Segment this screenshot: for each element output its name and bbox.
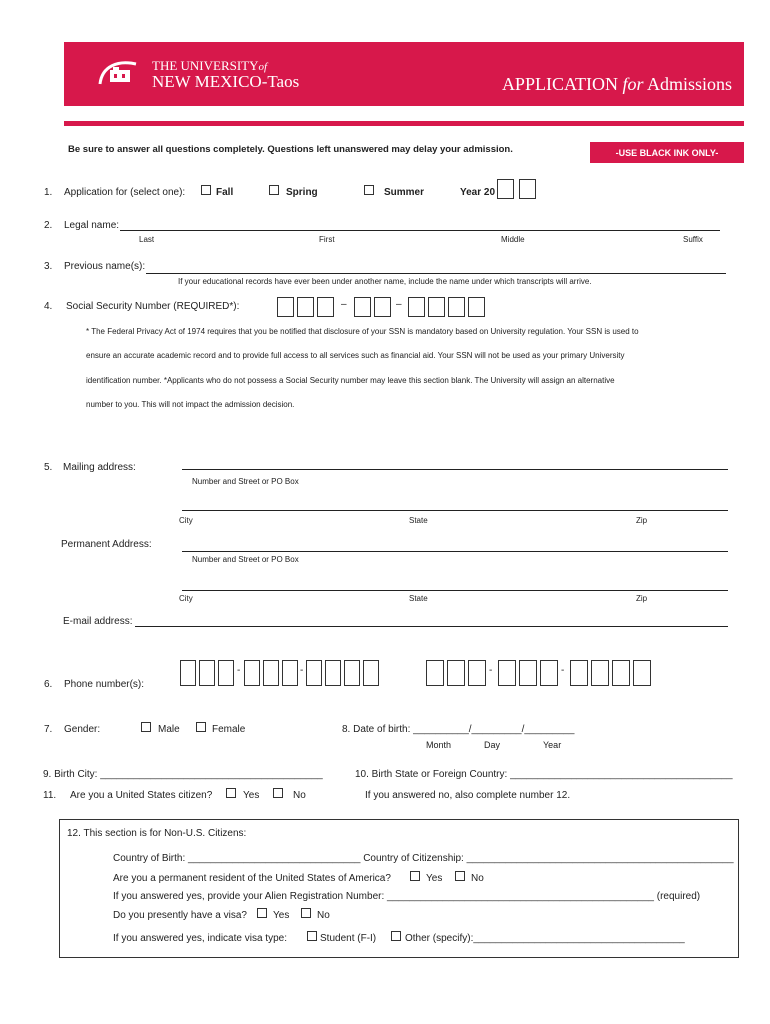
phone-digit-box[interactable] bbox=[263, 660, 279, 686]
visa-no-label: No bbox=[317, 910, 330, 921]
mailing-street-caption: Number and Street or PO Box bbox=[192, 477, 299, 486]
date-of-birth-field[interactable]: 8. Date of birth: __________/_________/_________ bbox=[342, 724, 575, 735]
birth-city-field[interactable]: 9. Birth City: ________________________________________ bbox=[43, 769, 323, 780]
student-visa-checkbox[interactable] bbox=[307, 931, 317, 941]
summer-label: Summer bbox=[384, 187, 425, 198]
resident-yes-label: Yes bbox=[426, 873, 443, 884]
q5-label: Mailing address: bbox=[63, 462, 136, 473]
university-of: of bbox=[258, 61, 268, 73]
email-label: E-mail address: bbox=[63, 616, 133, 627]
ssn-digit-box[interactable] bbox=[408, 297, 425, 317]
phone-digit-box[interactable] bbox=[344, 660, 360, 686]
q3-label: Previous name(s): bbox=[64, 261, 146, 272]
other-visa-field[interactable]: Other (specify):______________________________________ bbox=[405, 933, 685, 944]
resident-no-label: No bbox=[471, 873, 484, 884]
ssn-digit-box[interactable] bbox=[468, 297, 485, 317]
university-name bbox=[152, 59, 299, 92]
ssn-digit-box[interactable] bbox=[374, 297, 391, 317]
visa-yes-label: Yes bbox=[273, 910, 290, 921]
privacy-text-line: ensure an accurate academic record and to provide full access to all services such as financial aid. Your SSN will not be used as your primary University bbox=[86, 351, 625, 360]
title-application: APPLICATION bbox=[501, 74, 623, 94]
mailing-zip-caption: Zip bbox=[636, 516, 648, 525]
year-digit-box[interactable] bbox=[497, 179, 514, 199]
instructions-text: Be sure to answer all questions completely. Questions left unanswered may delay your admission. bbox=[68, 144, 513, 155]
q7-number: 7. bbox=[44, 724, 53, 735]
university-line2: NEW MEXICO-Taos bbox=[152, 72, 300, 91]
q11-label: Are you a United States citizen? bbox=[70, 790, 213, 801]
title-admissions: Admissions bbox=[643, 74, 732, 94]
male-label: Male bbox=[158, 724, 180, 735]
university-logo-icon bbox=[96, 56, 140, 90]
header-banner bbox=[64, 42, 744, 106]
permanent-city-caption: City bbox=[179, 594, 193, 603]
summer-checkbox[interactable] bbox=[364, 185, 374, 195]
phone-dash: - bbox=[237, 665, 241, 676]
mailing-street-line[interactable] bbox=[182, 469, 728, 470]
permanent-resident-question: Are you a permanent resident of the United States of America? bbox=[113, 873, 391, 884]
privacy-text-line: number to you. This will not impact the admission decision. bbox=[86, 400, 295, 409]
ssn-digit-box[interactable] bbox=[354, 297, 371, 317]
permanent-street-line[interactable] bbox=[182, 551, 728, 552]
phone-number-2 bbox=[426, 660, 654, 686]
page-title bbox=[502, 74, 732, 95]
ssn-digit-box[interactable] bbox=[428, 297, 445, 317]
q1-label: Application for (select one): bbox=[64, 187, 186, 198]
q3-number: 3. bbox=[44, 261, 53, 272]
alien-registration-field[interactable]: If you answered yes, provide your Alien Registration Number: ________________________________________________ (required) bbox=[113, 891, 701, 902]
phone-digit-box[interactable] bbox=[633, 660, 651, 686]
q1-number: 1. bbox=[44, 187, 53, 198]
visa-question: Do you presently have a visa? bbox=[113, 910, 247, 921]
permanent-street-caption: Number and Street or PO Box bbox=[192, 555, 299, 564]
university-line1: THE UNIVERSITY bbox=[152, 58, 259, 73]
ssn-digit-box[interactable] bbox=[297, 297, 314, 317]
spring-label: Spring bbox=[286, 187, 318, 198]
phone-dash: - bbox=[489, 665, 493, 676]
citizen-yes-checkbox[interactable] bbox=[226, 788, 236, 798]
legal-name-line[interactable] bbox=[120, 230, 720, 231]
other-visa-checkbox[interactable] bbox=[391, 931, 401, 941]
birth-state-field[interactable]: 10. Birth State or Foreign Country: ________________________________________ bbox=[355, 769, 733, 780]
permanent-state-caption: State bbox=[409, 594, 428, 603]
phone-digit-box[interactable] bbox=[447, 660, 465, 686]
q6-number: 6. bbox=[44, 679, 53, 690]
phone-digit-box[interactable] bbox=[612, 660, 630, 686]
phone-digit-box[interactable] bbox=[218, 660, 234, 686]
phone-digit-box[interactable] bbox=[282, 660, 298, 686]
fall-checkbox[interactable] bbox=[201, 185, 211, 195]
ssn-dash: – bbox=[396, 299, 402, 310]
phone-dash: - bbox=[300, 665, 304, 676]
q12-title: 12. This section is for Non-U.S. Citizens: bbox=[67, 828, 247, 839]
permanent-city-line[interactable] bbox=[182, 590, 728, 591]
citizen-no-label: No bbox=[293, 790, 306, 801]
citizen-note: If you answered no, also complete number 12. bbox=[365, 790, 571, 801]
phone-digit-box[interactable] bbox=[468, 660, 486, 686]
phone-digit-box[interactable] bbox=[426, 660, 444, 686]
spring-checkbox[interactable] bbox=[269, 185, 279, 195]
day-caption: Day bbox=[484, 740, 501, 750]
phone-digit-box[interactable] bbox=[591, 660, 609, 686]
permanent-address-label: Permanent Address: bbox=[61, 539, 152, 550]
phone-digit-box[interactable] bbox=[519, 660, 537, 686]
phone-digit-box[interactable] bbox=[325, 660, 341, 686]
visa-no-checkbox[interactable] bbox=[301, 908, 311, 918]
email-line[interactable] bbox=[135, 626, 728, 627]
phone-digit-box[interactable] bbox=[540, 660, 558, 686]
q7-label: Gender: bbox=[64, 724, 101, 735]
phone-digit-box[interactable] bbox=[570, 660, 588, 686]
citizen-no-checkbox[interactable] bbox=[273, 788, 283, 798]
q5-number: 5. bbox=[44, 462, 53, 473]
month-caption: Month bbox=[426, 740, 452, 750]
last-name-caption: Last bbox=[139, 235, 155, 244]
black-ink-badge: -USE BLACK INK ONLY- bbox=[590, 142, 744, 163]
first-name-caption: First bbox=[319, 235, 335, 244]
country-birth-citizenship-field[interactable]: Country of Birth: _______________________________ Country of Citizenship: ________________________________________________ bbox=[113, 853, 734, 864]
phone-digit-box[interactable] bbox=[244, 660, 260, 686]
privacy-text-line: * The Federal Privacy Act of 1974 requires that you be notified that disclosure of your SSN is mandatory based on University regulation. Your SSN is used to bbox=[86, 327, 639, 336]
visa-type-label: If you answered yes, indicate visa type: bbox=[113, 933, 287, 944]
fall-label: Fall bbox=[216, 187, 234, 198]
phone-number-1 bbox=[180, 660, 380, 686]
title-for: for bbox=[622, 74, 644, 94]
header-rule bbox=[64, 121, 744, 126]
previous-names-line[interactable] bbox=[146, 273, 726, 274]
permanent-zip-caption: Zip bbox=[636, 594, 648, 603]
ssn-digit-box[interactable] bbox=[448, 297, 465, 317]
q4-number: 4. bbox=[44, 301, 53, 312]
male-checkbox[interactable] bbox=[141, 722, 151, 732]
ssn-digit-box[interactable] bbox=[317, 297, 334, 317]
previous-names-note: If your educational records have ever been under another name, include the name under which transcripts will arrive. bbox=[178, 277, 592, 286]
resident-no-checkbox[interactable] bbox=[455, 871, 465, 881]
privacy-text-line: identification number. *Applicants who do not possess a Social Security number may leave this section blank. The University will assign an alternative bbox=[86, 376, 615, 385]
female-checkbox[interactable] bbox=[196, 722, 206, 732]
middle-name-caption: Middle bbox=[501, 235, 525, 244]
year-digit-box[interactable] bbox=[519, 179, 536, 199]
citizen-yes-label: Yes bbox=[243, 790, 260, 801]
visa-yes-checkbox[interactable] bbox=[257, 908, 267, 918]
mailing-state-caption: State bbox=[409, 516, 428, 525]
q6-label: Phone number(s): bbox=[64, 679, 145, 690]
suffix-caption: Suffix bbox=[683, 235, 703, 244]
mailing-city-caption: City bbox=[179, 516, 193, 525]
student-visa-label: Student (F-I) bbox=[320, 933, 377, 944]
phone-dash: - bbox=[561, 665, 565, 676]
q4-label: Social Security Number (REQUIRED*): bbox=[66, 301, 240, 312]
phone-digit-box[interactable] bbox=[180, 660, 196, 686]
ssn-dash: – bbox=[341, 299, 347, 310]
phone-digit-box[interactable] bbox=[306, 660, 322, 686]
year-caption: Year bbox=[543, 740, 562, 750]
resident-yes-checkbox[interactable] bbox=[410, 871, 420, 881]
phone-digit-box[interactable] bbox=[199, 660, 215, 686]
ssn-digit-box[interactable] bbox=[277, 297, 294, 317]
mailing-city-line[interactable] bbox=[182, 510, 728, 511]
year-label: Year 20 bbox=[460, 187, 496, 198]
phone-digit-box[interactable] bbox=[363, 660, 379, 686]
q2-number: 2. bbox=[44, 220, 53, 231]
female-label: Female bbox=[212, 724, 246, 735]
phone-digit-box[interactable] bbox=[498, 660, 516, 686]
q2-label: Legal name: bbox=[64, 220, 120, 231]
q11-number: 11. bbox=[43, 790, 57, 801]
